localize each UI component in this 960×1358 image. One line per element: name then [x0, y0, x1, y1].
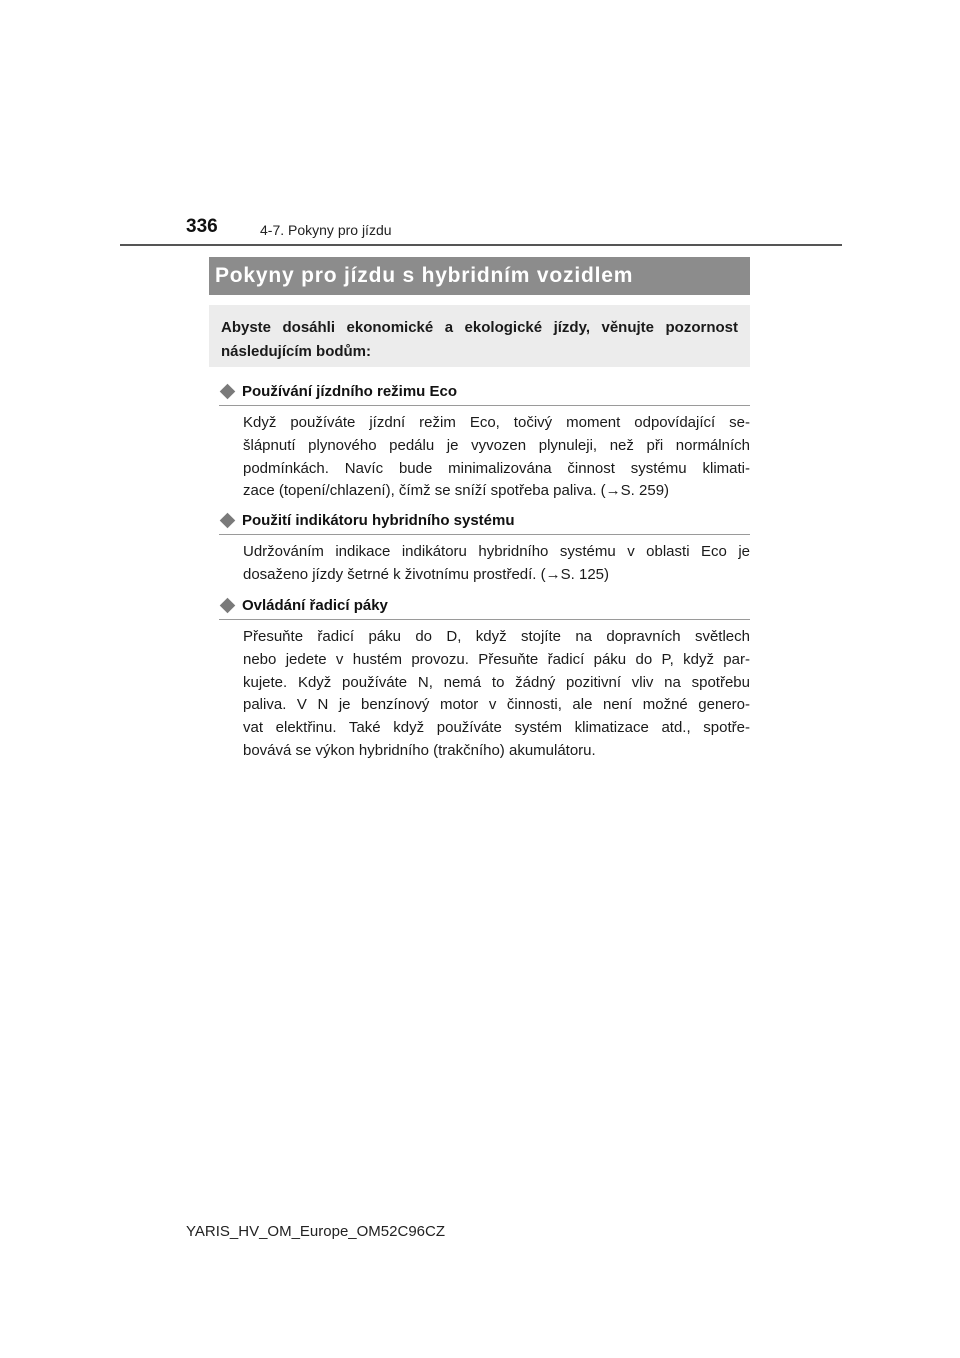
page-number: 336 — [186, 216, 218, 237]
chapter-title: 4-7. Pokyny pro jízdu — [260, 222, 392, 238]
section-body — [243, 626, 750, 763]
section-title-bar — [209, 257, 750, 295]
section-shift-lever — [219, 594, 750, 763]
body-line: paliva. V N je benzínový motor v činnosti, ale není možné genero- — [243, 696, 750, 714]
body-line: Udržováním indikace indikátoru hybridního systému v oblasti Eco je — [243, 543, 750, 560]
body-line: kujete. Když používáte N, nemá to žádný pozitivní vliv na spotřebu — [243, 673, 750, 691]
body-line: dosaženo jízdy šetrné k životnímu prostředí. (→S. 125) — [243, 565, 609, 583]
section-hybrid-indicator — [219, 509, 750, 587]
header-rule — [120, 244, 842, 246]
body-line: nebo jedete v hustém provozu. Přesuňte řadicí páku do P, když par- — [243, 650, 750, 668]
body-line: vat elektřinu. Také když používáte systém klimatizace atd., spotře- — [243, 719, 750, 737]
section-heading-text: Použití indikátoru hybridního systému — [242, 512, 515, 529]
section-body — [243, 541, 750, 587]
body-line: Když používáte jízdní režim Eco, točivý moment odpovídající se- — [243, 414, 750, 431]
section-body — [243, 412, 750, 503]
body-line: zace (topení/chlazení), čímž se sníží spotřeba paliva. (→S. 259) — [243, 482, 670, 500]
diamond-icon — [220, 513, 236, 529]
section-eco-mode — [219, 380, 750, 503]
body-line: bovává se výkon hybridního (trakčního) akumulátoru. — [243, 741, 596, 759]
body-line: podmínkách. Navíc bude minimalizována činnost systému klimati- — [243, 459, 750, 477]
body-line: šlápnutí plynového pedálu je vyvozen plynuleji, než při normálních — [243, 436, 750, 454]
section-heading-text: Ovládání řadicí páky — [242, 597, 388, 614]
intro-box — [209, 305, 750, 367]
intro-text: Abyste dosáhli ekonomické a ekologické jízdy, věnujte pozornost následujícím bodům: — [221, 319, 738, 360]
section-heading — [219, 380, 750, 406]
section-heading-text: Používání jízdního režimu Eco — [242, 383, 458, 400]
diamond-icon — [220, 384, 236, 400]
section-heading — [219, 594, 750, 620]
diamond-icon — [220, 598, 236, 614]
page-title: Pokyny pro jízdu s hybridním vozidlem — [215, 264, 634, 287]
section-heading — [219, 509, 750, 535]
body-line: Přesuňte řadicí páku do D, když stojíte na dopravních světlech — [243, 628, 750, 645]
document-footer: YARIS_HV_OM_Europe_OM52C96CZ — [186, 1223, 445, 1240]
